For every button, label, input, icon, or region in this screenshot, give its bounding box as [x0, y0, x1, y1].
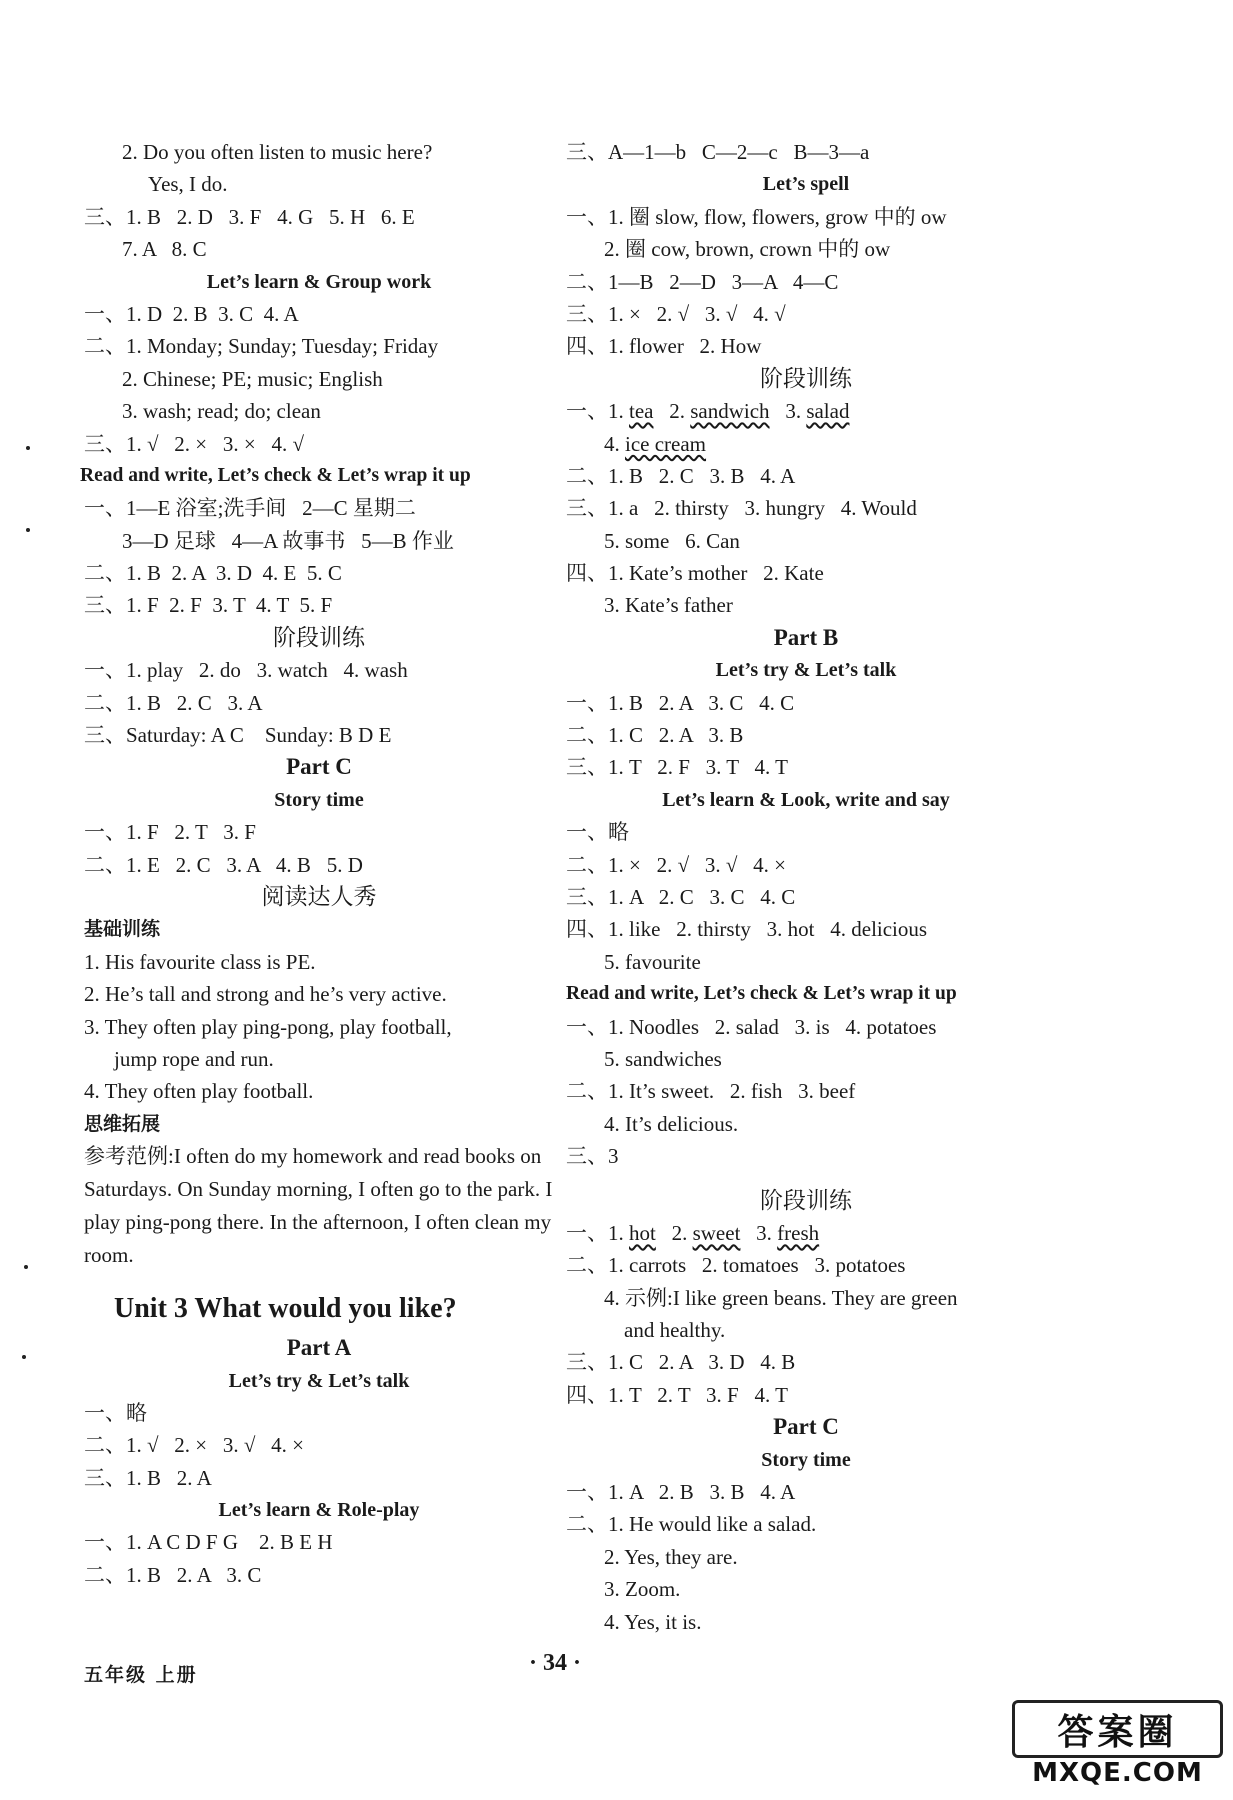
- answer-line: 三、Saturday: A C Sunday: B D E: [84, 723, 392, 748]
- watermark-text: 答案圈: [1012, 1700, 1223, 1758]
- answer-line: 3. Kate’s father: [604, 593, 733, 618]
- underlined-word: hot: [629, 1220, 656, 1245]
- answer-line: 三、1. A 2. C 3. C 4. C: [566, 884, 796, 909]
- answer-line: 二、1. × 2. √ 3. √ 4. ×: [566, 852, 786, 877]
- answer-line: 三、1. C 2. A 3. D 4. B: [566, 1350, 796, 1375]
- subsection-label: 思维拓展: [84, 1112, 161, 1135]
- answer-line: 4. 示例:I like green beans. They are green: [604, 1285, 958, 1310]
- answer-line: 二、1. Monday; Sunday; Tuesday; Friday: [84, 334, 439, 359]
- watermark-url: MXQE.COM: [1032, 1758, 1203, 1788]
- answer-line: 四、1. Kate’s mother 2. Kate: [566, 561, 824, 586]
- answer-line: 3—D 足球 4—A 故事书 5—B 作业: [122, 528, 454, 553]
- answer-line: 二、1. B 2. C 3. A: [84, 690, 263, 715]
- answer-line: 4. ice cream: [604, 431, 707, 456]
- answer-line: 5. favourite: [604, 949, 701, 974]
- answer-line: 一、1. 圈 slow, flow, flowers, grow 中的 ow: [566, 204, 947, 229]
- answer-line: 三、1. F 2. F 3. T 4. T 5. F: [84, 593, 333, 618]
- answer-line: 三、A—1—b C—2—c B—3—a: [566, 140, 870, 164]
- answer-line: 一、1. D 2. B 3. C 4. A: [84, 301, 299, 326]
- subsection-label: 基础训练: [84, 918, 161, 941]
- section-heading: Let’s try & Let’s talk: [715, 659, 897, 682]
- section-heading: Let’s learn & Group work: [206, 270, 432, 293]
- underlined-word: fresh: [777, 1220, 820, 1245]
- answer-line: 二、1. carrots 2. tomatoes 3. potatoes: [566, 1253, 906, 1278]
- answer-line: 3. wash; read; do; clean: [122, 399, 321, 424]
- answer-line: 二、1. C 2. A 3. B: [566, 723, 744, 748]
- part-heading: Part C: [773, 1414, 839, 1440]
- section-heading: Let’s learn & Look, write and say: [662, 788, 950, 811]
- answer-line: 二、1—B 2—D 3—A 4—C: [566, 269, 839, 294]
- answer-line: Yes, I do.: [148, 172, 228, 197]
- section-heading: Read and write, Let’s check & Let’s wrap it up: [566, 983, 957, 1005]
- answer-line: 3. Zoom.: [604, 1577, 681, 1602]
- answer-line: 一、1. A 2. B 3. B 4. A: [566, 1480, 796, 1505]
- answer-line: 一、1. hot 2. sweet 3. fresh: [566, 1220, 820, 1245]
- answer-line: 三、1. × 2. √ 3. √ 4. √: [566, 301, 786, 326]
- answer-line: 一、略: [566, 820, 629, 845]
- part-heading: Part C: [286, 754, 352, 780]
- answer-line: 一、1. B 2. A 3. C 4. C: [566, 690, 795, 715]
- answer-line: 二、1. It’s sweet. 2. fish 3. beef: [566, 1079, 856, 1104]
- answer-line: 7. A 8. C: [122, 237, 207, 262]
- answer-line: 二、1. √ 2. × 3. √ 4. ×: [84, 1433, 304, 1458]
- answer-line: 一、1. tea 2. sandwich 3. salad: [566, 399, 850, 424]
- answer-line: 二、1. B 2. C 3. B 4. A: [566, 463, 796, 488]
- part-heading: Part B: [773, 624, 839, 650]
- answer-line: 三、1. a 2. thirsty 3. hungry 4. Would: [566, 496, 917, 521]
- left-column: [80, 136, 554, 1591]
- answer-line: 一、1. F 2. T 3. F: [84, 820, 256, 845]
- section-heading: 阶段训练: [273, 624, 365, 651]
- section-heading: Let’s spell: [762, 173, 850, 196]
- underlined-word: salad: [806, 399, 850, 424]
- answer-line: 一、1. play 2. do 3. watch 4. wash: [84, 658, 408, 683]
- answer-line: 四、1. like 2. thirsty 3. hot 4. delicious: [566, 917, 928, 942]
- section-heading: Story time: [761, 1448, 851, 1471]
- answer-line: 5. sandwiches: [604, 1046, 722, 1071]
- answer-line: 四、1. flower 2. How: [566, 334, 762, 359]
- underlined-word: sandwich: [690, 399, 770, 424]
- answer-line: 三、3: [566, 1144, 619, 1169]
- scan-speck: [26, 528, 30, 532]
- answer-line: and healthy.: [624, 1318, 726, 1343]
- grade-label: 五年级 上册: [84, 1664, 198, 1686]
- answer-line: 2. 圈 cow, brown, crown 中的 ow: [604, 237, 891, 262]
- answer-line: 三、1. B 2. D 3. F 4. G 5. H 6. E: [84, 204, 415, 229]
- sample-paragraph: 参考范例:I often do my homework and read books on Saturdays. On Sunday morning, I often go to the park. I play ping-pong there. In the afternoon, I often clean my room.: [84, 1144, 553, 1268]
- page-number: · 34 ·: [528, 1650, 581, 1676]
- answer-line: 2. Yes, they are.: [604, 1544, 738, 1569]
- unit-title: Unit 3 What would you like?: [114, 1293, 457, 1325]
- answer-line: 2. He’s tall and strong and he’s very active.: [84, 982, 447, 1007]
- part-heading: Part A: [286, 1335, 352, 1361]
- answer-line: 4. It’s delicious.: [604, 1111, 739, 1136]
- answer-line: 四、1. T 2. T 3. F 4. T: [566, 1382, 788, 1407]
- section-heading: Read and write, Let’s check & Let’s wrap it up: [80, 464, 471, 486]
- answer-line: 5. some 6. Can: [604, 528, 740, 553]
- answer-line: 2. Do you often listen to music here?: [122, 140, 433, 164]
- answer-line: 1. His favourite class is PE.: [84, 949, 316, 974]
- answer-line: 一、1—E 浴室;洗手间 2—C 星期二: [84, 496, 416, 521]
- answer-line: jump rope and run.: [114, 1046, 274, 1071]
- answer-line: 三、1. B 2. A: [84, 1465, 212, 1490]
- answer-line: 4. Yes, it is.: [604, 1609, 702, 1634]
- scan-speck: [24, 1265, 28, 1269]
- answer-line: 4. They often play football.: [84, 1079, 314, 1104]
- right-column: [566, 136, 1046, 1638]
- answer-line: 2. Chinese; PE; music; English: [122, 366, 383, 391]
- underlined-word: sweet: [692, 1220, 741, 1245]
- scan-speck: [26, 446, 30, 450]
- section-heading: 阶段训练: [760, 1187, 852, 1214]
- section-heading: 阅读达人秀: [261, 883, 377, 910]
- answer-line: 3. They often play ping-pong, play football,: [84, 1014, 452, 1039]
- section-heading: Story time: [274, 788, 364, 811]
- answer-line: 三、1. √ 2. × 3. × 4. √: [84, 431, 304, 456]
- answer-line: 一、1. Noodles 2. salad 3. is 4. potatoes: [566, 1014, 937, 1039]
- answer-line: 三、1. T 2. F 3. T 4. T: [566, 755, 788, 780]
- watermark-logo: [1012, 1700, 1227, 1796]
- underlined-word: tea: [629, 399, 654, 424]
- underlined-word: ice cream: [625, 431, 707, 456]
- scan-speck: [22, 1355, 26, 1359]
- answer-line: 一、略: [84, 1400, 147, 1425]
- answer-line: 一、1. A C D F G 2. B E H: [84, 1530, 333, 1555]
- section-heading: Let’s try & Let’s talk: [228, 1369, 410, 1392]
- answer-line: 二、1. E 2. C 3. A 4. B 5. D: [84, 852, 363, 877]
- answer-line: 二、1. B 2. A 3. D 4. E 5. C: [84, 561, 342, 586]
- section-heading: Let’s learn & Role-play: [218, 1499, 420, 1522]
- answer-line: 二、1. B 2. A 3. C: [84, 1562, 262, 1587]
- answer-line: 二、1. He would like a salad.: [566, 1512, 817, 1537]
- section-heading: 阶段训练: [760, 365, 852, 392]
